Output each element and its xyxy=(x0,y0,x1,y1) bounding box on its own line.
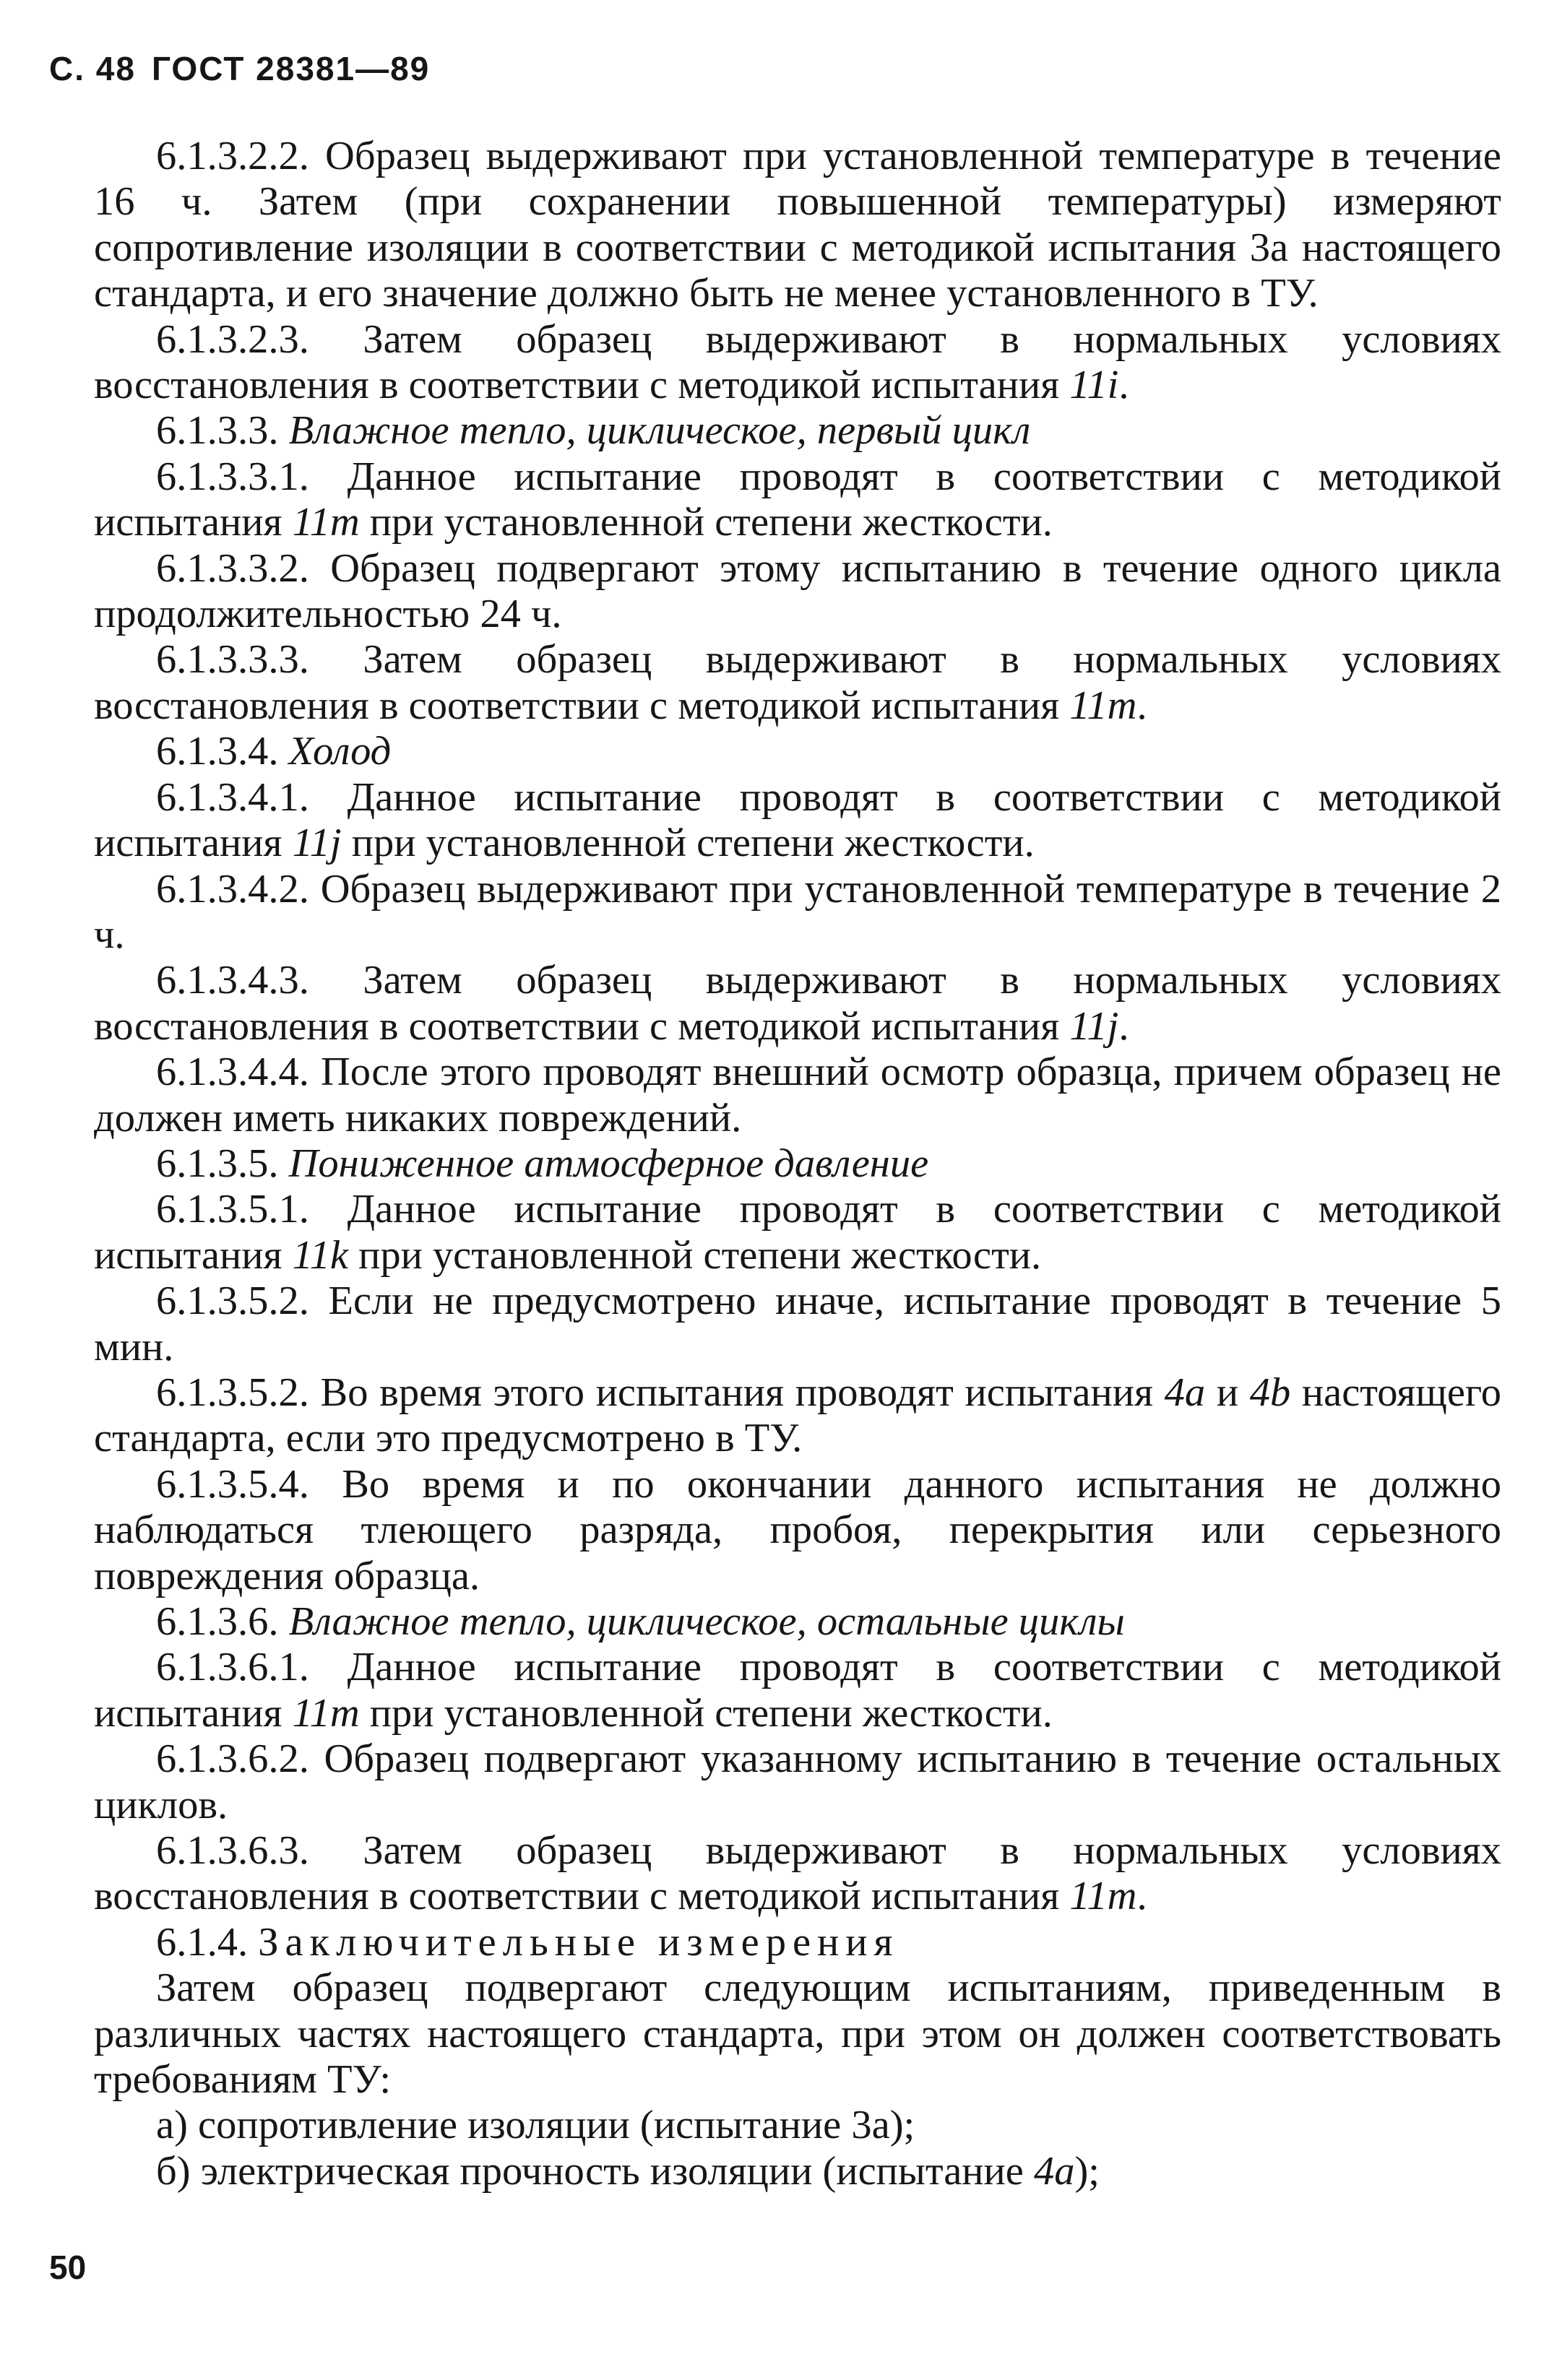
paragraph-6-1-3-5-3: 6.1.3.5.2. Во время этого испытания проводят испытания 4a и 4b настоящего стандарта, если это предусмотрено в ТУ. xyxy=(94,1369,1502,1461)
section-heading-6-1-3-3: 6.1.3.3. Влажное тепло, циклическое, первый цикл xyxy=(156,408,1031,454)
section-heading-6-1-3-5: 6.1.3.5. Пониженное атмосферное давление xyxy=(156,1141,929,1186)
running-header xyxy=(49,49,430,88)
paragraph-6-1-3-5-1: 6.1.3.5.1. Данное испытание проводят в соответствии с методикой испытания 11k при установленной степени жесткости. xyxy=(94,1187,1502,1278)
section-title: Влажное тепло, циклическое, первый цикл xyxy=(288,408,1031,454)
list-item-b: б) электрическая прочность изоляции (испытание 4a); xyxy=(156,2148,1100,2194)
section-title: Холод xyxy=(288,729,392,774)
paragraph-6-1-3-3-1: 6.1.3.3.1. Данное испытание проводят в соответствии с методикой испытания 11m при установленной степени жесткости. xyxy=(94,454,1502,545)
paragraph-6-1-3-5-4: 6.1.3.5.4. Во время и по окончании данного испытания не должно наблюдаться тлеющего разряда, пробоя, перекрытия или серьезного повреждения образца. xyxy=(94,1461,1502,1598)
paragraph-6-1-3-4-2: 6.1.3.4.2. Образец выдерживают при установленной температуре в течение 2 ч. xyxy=(94,866,1501,957)
section-title: Влажное тепло, циклическое, остальные циклы xyxy=(288,1599,1125,1644)
section-heading-6-1-3-4: 6.1.3.4. Холод xyxy=(156,729,392,774)
paragraph-6-1-3-3-3: 6.1.3.3.3. Затем образец выдерживают в нормальных условиях восстановления в соответствии с методикой испытания 11m. xyxy=(94,637,1502,728)
document-body xyxy=(94,134,1501,2194)
paragraph-final-measurements-intro: Затем образец подвергают следующим испытаниям, приведенным в различных частях настоящего стандарта, при этом он должен соответствовать требованиям ТУ: xyxy=(94,1965,1501,2103)
section-title: Пониженное атмосферное давление xyxy=(288,1141,929,1186)
paragraph-6-1-3-4-1: 6.1.3.4.1. Данное испытание проводят в соответствии с методикой испытания 11j при установленной степени жесткости. xyxy=(94,774,1502,866)
paragraph-6-1-3-4-4: 6.1.3.4.4. После этого проводят внешний осмотр образца, причем образец не должен иметь никаких повреждений. xyxy=(94,1050,1502,1141)
list-item-a: а) сопротивление изоляции (испытание 3а); xyxy=(156,2103,915,2148)
paragraph-6-1-3-6-3: 6.1.3.6.3. Затем образец выдерживают в нормальных условиях восстановления в соответствии с методикой испытания 11m. xyxy=(94,1828,1502,1919)
page-number: 50 xyxy=(49,2249,87,2286)
paragraph-6-1-3-5-2: 6.1.3.5.2. Если не предусмотрено иначе, испытание проводят в течение 5 мин. xyxy=(94,1278,1501,1369)
page-label: С. 48 xyxy=(49,50,136,87)
paragraph-6-1-3-4-3: 6.1.3.4.3. Затем образец выдерживают в нормальных условиях восстановления в соответствии с методикой испытания 11j. xyxy=(94,958,1502,1049)
paragraph-6-1-3-2-2: 6.1.3.2.2. Образец выдерживают при установленной температуре в течение 16 ч. Затем (при сохранении повышенной температуры) измеряют сопротивление изоляции в соответствии с методикой испытания 3а настоящего стандарта, и его значение должно быть не менее установленного в ТУ. xyxy=(94,134,1501,316)
standard-number: ГОСТ 28381—89 xyxy=(151,50,431,87)
section-heading-6-1-4: 6.1.4. Заключительные измерения xyxy=(156,1919,899,1965)
paragraph-6-1-3-2-3: 6.1.3.2.3. Затем образец выдерживают в нормальных условиях восстановления в соответствии с методикой испытания 11i. xyxy=(94,316,1502,408)
section-heading-6-1-3-6: 6.1.3.6. Влажное тепло, циклическое, остальные циклы xyxy=(156,1599,1125,1644)
section-title: Заключительные измерения xyxy=(258,1919,899,1965)
paragraph-6-1-3-6-2: 6.1.3.6.2. Образец подвергают указанному испытанию в течение остальных циклов. xyxy=(94,1736,1501,1827)
paragraph-6-1-3-3-2: 6.1.3.3.2. Образец подвергают этому испытанию в течение одного цикла продолжительностью 24 ч. xyxy=(94,545,1501,637)
paragraph-6-1-3-6-1: 6.1.3.6.1. Данное испытание проводят в соответствии с методикой испытания 11m при установленной степени жесткости. xyxy=(94,1645,1502,1736)
